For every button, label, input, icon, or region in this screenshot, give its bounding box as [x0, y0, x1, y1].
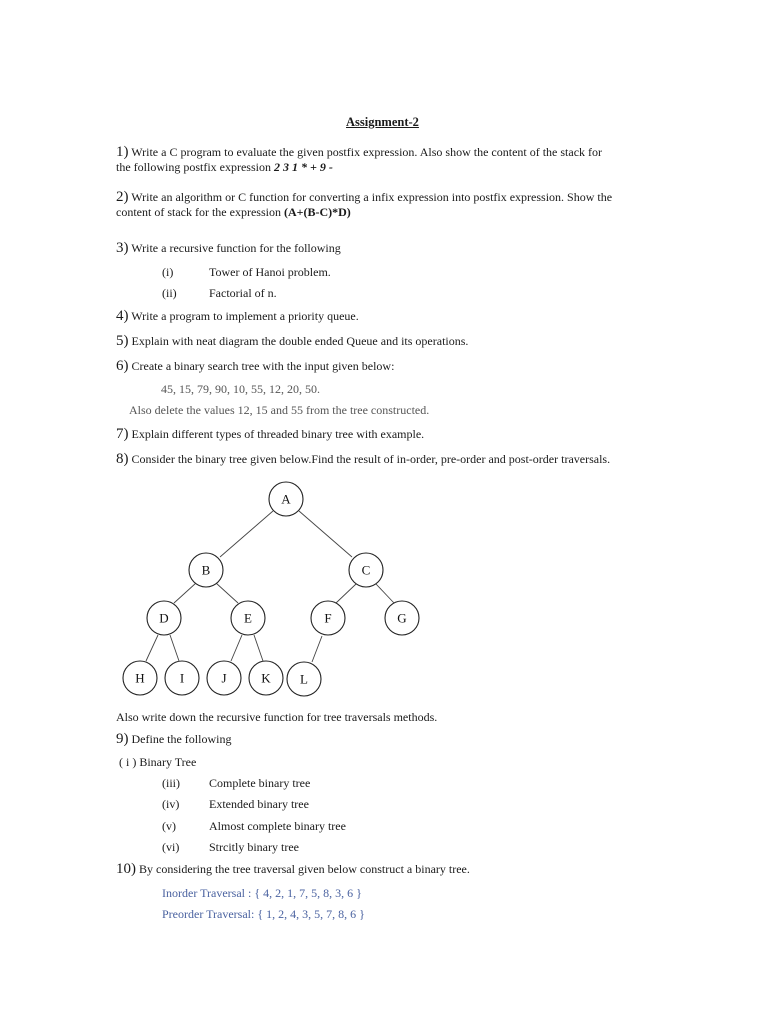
question-text: Define the following	[131, 732, 232, 746]
node-j	[207, 661, 241, 695]
node-c	[349, 553, 383, 587]
inorder-traversal: Inorder Traversal : { 4, 2, 1, 7, 5, 8, 3, 6 }	[162, 886, 362, 900]
node-label: K	[261, 670, 271, 686]
node-h	[123, 661, 157, 695]
node-a	[269, 482, 303, 516]
edge-e-j	[231, 635, 242, 661]
node-label: E	[244, 610, 252, 626]
list-item-label: (ii)	[162, 286, 177, 300]
definition-item-binary-tree: ( i ) Binary Tree	[119, 755, 197, 769]
list-item-text: Tower of Hanoi problem.	[209, 265, 331, 279]
node-label: F	[324, 610, 332, 626]
node-i	[165, 661, 199, 695]
question-number: 8)	[116, 451, 129, 467]
edge-b-e	[216, 583, 238, 603]
list-item-label: (vi)	[162, 840, 180, 854]
edge-f-l	[312, 636, 322, 662]
question-text: Explain with neat diagram the double ended Queue and its operations.	[131, 334, 469, 348]
question-text: By considering the tree traversal given below construct a binary tree.	[139, 862, 470, 876]
tree-edges	[146, 511, 394, 662]
edge-a-c	[299, 511, 352, 557]
question-text: content of stack for the expression	[116, 205, 284, 219]
bst-input-values: 45, 15, 79, 90, 10, 55, 12, 20, 50.	[161, 382, 320, 396]
edge-c-f	[336, 584, 356, 603]
question-number: 5)	[116, 333, 129, 349]
node-label: D	[159, 610, 169, 626]
question-number: 4)	[116, 308, 129, 324]
list-item-label: (iii)	[162, 776, 180, 790]
list-item-label: (v)	[162, 819, 176, 833]
node-label: B	[201, 562, 211, 578]
node-g	[385, 601, 419, 635]
edge-e-k	[254, 635, 263, 661]
node-l	[287, 662, 321, 696]
preorder-traversal: Preorder Traversal: { 1, 2, 4, 3, 5, 7, 8, 6 }	[162, 907, 365, 921]
question-text: Write a program to implement a priority queue.	[131, 309, 359, 323]
question-9	[116, 732, 231, 747]
edge-c-g	[376, 584, 394, 603]
infix-expression: (A+(B-C)*D)	[283, 205, 351, 219]
question-number: 10)	[116, 861, 136, 877]
question-number: 1)	[116, 144, 129, 160]
question-text: Explain different types of threaded binary tree with example.	[131, 427, 425, 441]
list-item-text: Factorial of n.	[209, 286, 277, 300]
question-text: Write a recursive function for the following	[131, 241, 341, 255]
node-e	[231, 601, 265, 635]
list-item-label: (iv)	[162, 797, 180, 811]
list-item-text: Complete binary tree	[209, 776, 311, 790]
node-label: A	[281, 491, 291, 507]
node-label: I	[179, 670, 185, 686]
postfix-expression: 2 3 1 * + 9 -	[273, 160, 333, 174]
question-text: Create a binary search tree with the input given below:	[131, 359, 395, 373]
question-10	[116, 862, 470, 877]
node-label: J	[221, 670, 227, 686]
question-text: Consider the binary tree given below.Find the result of in-order, pre-order and post-order traversals.	[131, 452, 611, 466]
question-text: Write a C program to evaluate the given postfix expression. Also show the content of the stack for	[131, 145, 603, 159]
traversal-function-note: Also write down the recursive function for tree traversals methods.	[116, 710, 438, 724]
page-title: Assignment-2	[346, 115, 419, 129]
question-number: 2)	[116, 189, 129, 205]
list-item-text: Strcitly binary tree	[209, 840, 299, 854]
list-item-text: Almost complete binary tree	[209, 819, 346, 833]
node-label: H	[135, 670, 145, 686]
question-number: 7)	[116, 426, 129, 442]
node-b	[189, 553, 223, 587]
question-text: Write an algorithm or C function for converting a infix expression into postfix expression. Show the	[131, 190, 613, 204]
delete-values-note: Also delete the values 12, 15 and 55 from the tree constructed.	[129, 403, 430, 417]
node-f	[311, 601, 345, 635]
edge-b-d	[174, 583, 196, 603]
node-label: C	[361, 562, 371, 578]
question-text: the following postfix expression	[116, 160, 274, 174]
node-label: L	[300, 671, 308, 687]
question-number: 6)	[116, 358, 129, 374]
node-label: G	[397, 610, 407, 626]
list-item-label: (i)	[162, 265, 174, 279]
question-number: 9)	[116, 731, 129, 747]
list-item-text: Extended binary tree	[209, 797, 309, 811]
node-k	[249, 661, 283, 695]
edge-d-i	[170, 635, 179, 661]
edge-a-b	[220, 511, 273, 557]
question-number: 3)	[116, 240, 129, 256]
node-d	[147, 601, 181, 635]
edge-d-h	[146, 635, 158, 661]
